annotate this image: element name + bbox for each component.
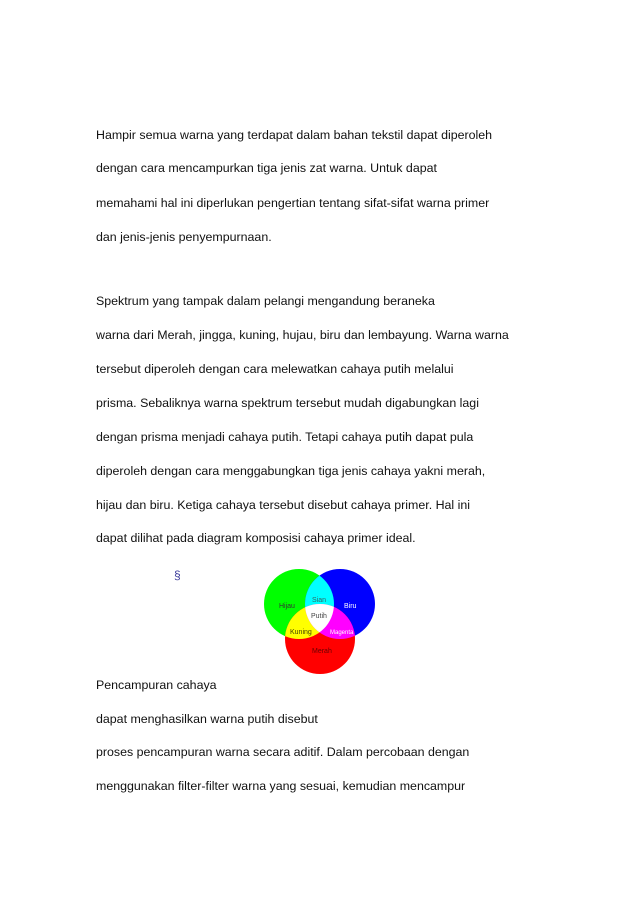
- text-line: prisma. Sebaliknya warna spektrum tersebut mudah digabungkan lagi: [96, 396, 479, 410]
- text-line: proses pencampuran warna secara aditif. Dalam percobaan dengan: [96, 745, 470, 759]
- text-line: Spektrum yang tampak dalam pelangi mengandung beraneka: [96, 294, 435, 308]
- text-line: Pencampuran cahaya: [96, 678, 217, 692]
- text-line: memahami hal ini diperlukan pengertian tentang sifat-sifat warna primer: [96, 196, 490, 210]
- text-line: dan jenis-jenis penyempurnaan.: [96, 230, 272, 244]
- text-line: dapat dilihat pada diagram komposisi cahaya primer ideal.: [96, 531, 416, 545]
- bullet-marker: §: [174, 568, 181, 582]
- label-biru: Biru: [344, 603, 357, 610]
- additive-color-venn-diagram: [260, 565, 380, 677]
- label-magenta: Magenta: [330, 630, 354, 636]
- text-line: tersebut diperoleh dengan cara melewatkan cahaya putih melalui: [96, 362, 454, 376]
- label-merah: Merah: [312, 648, 332, 655]
- label-sian: Sian: [312, 597, 327, 604]
- text-line: diperoleh dengan cara menggabungkan tiga jenis cahaya yakni merah,: [96, 464, 486, 478]
- text-line: warna dari Merah, jingga, kuning, hujau, biru dan lembayung. Warna warna: [96, 328, 509, 342]
- text-line: Hampir semua warna yang terdapat dalam bahan tekstil dapat diperoleh: [96, 128, 493, 142]
- text-line: menggunakan filter-filter warna yang sesuai, kemudian mencampur: [96, 779, 466, 793]
- text-line: dengan cara mencampurkan tiga jenis zat warna. Untuk dapat: [96, 161, 437, 175]
- label-hijau: Hijau: [279, 603, 295, 610]
- label-putih: Putih: [311, 613, 327, 620]
- label-kuning: Kuning: [290, 629, 312, 636]
- text-line: dapat menghasilkan warna putih disebut: [96, 712, 318, 726]
- text-line: dengan prisma menjadi cahaya putih. Tetapi cahaya putih dapat pula: [96, 430, 474, 444]
- text-line: hijau dan biru. Ketiga cahaya tersebut disebut cahaya primer. Hal ini: [96, 498, 471, 512]
